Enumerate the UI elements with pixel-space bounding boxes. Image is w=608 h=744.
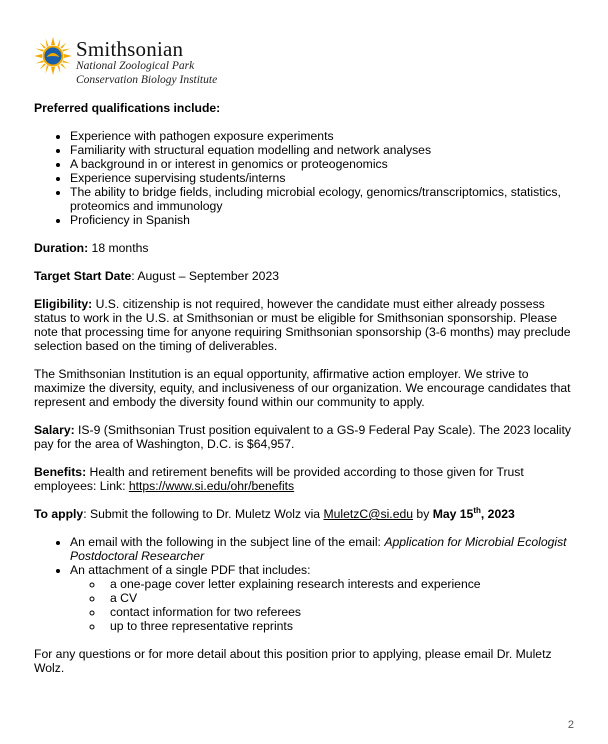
list-item: • The ability to bridge fields, including microbial ecology, genomics/transcriptomics, statistics, proteomics and immunology: [70, 185, 574, 213]
apply-label: To apply: [34, 507, 84, 521]
list-item: ◦ up to three representative reprints: [104, 619, 574, 633]
apply-by: by: [413, 507, 433, 521]
salary-text: IS-9 (Smithsonian Trust position equivalent to a GS-9 Federal Pay Scale). The 2023 locality pay for the area of Washington, D.C. is $64,957.: [34, 423, 571, 451]
apply-paragraph: [34, 507, 574, 521]
sun-emblem-icon: [33, 36, 73, 76]
list-item: • An attachment of a single PDF that includes: ◦ a one-page cover letter explaining research interests and experience ◦ a CV ◦ contact information for two referees ◦ up to three representative reprints: [70, 563, 574, 633]
duration-value: 18 months: [88, 241, 149, 255]
start-date-label: Target Start Date: [34, 269, 132, 283]
preferred-heading: Preferred qualifications include:: [34, 101, 221, 115]
equal-opportunity-paragraph: The Smithsonian Institution is an equal opportunity, affirmative action employer. We strive to maximize the diversity, equity, and inclusiveness of our organization. We encourage candidates that represent and embody the diversity found within our community to apply.: [34, 367, 571, 409]
eligibility-text: U.S. citizenship is not required, however the candidate must either already possess status to work in the U.S. at Smithsonian or must be eligible for Smithsonian sponsorship. Please note that processing time for anyone requiring Smithsonian sponsorship (3-6 months) may preclude selection based on the timing of deliverables.: [34, 297, 571, 353]
org-name: Smithsonian: [76, 37, 184, 61]
list-item: ◦ a one-page cover letter explaining research interests and experience: [104, 577, 574, 591]
page-number: 2: [567, 719, 574, 731]
start-date-paragraph: [34, 269, 574, 283]
start-date-value: : August – September 2023: [131, 269, 280, 283]
pdf-contents-list: [70, 577, 574, 633]
duration-paragraph: [34, 241, 574, 255]
list-item: • An email with the following in the subject line of the email: Application for Microbial Ecologist Postdoctoral Researcher: [70, 535, 574, 563]
list-item: • Proficiency in Spanish: [70, 213, 574, 227]
document-body: [34, 101, 574, 689]
org-subtitle-1: National Zoological Park: [76, 60, 195, 72]
list-item: • Familiarity with structural equation modelling and network analyses: [70, 143, 574, 157]
salary-paragraph: [34, 423, 574, 451]
benefits-paragraph: [34, 465, 574, 493]
list-item: • A background in or interest in genomics or proteogenomics: [70, 157, 574, 171]
preferred-list: [34, 129, 574, 227]
apply-text: : Submit the following to Dr. Muletz Wolz via: [83, 507, 324, 521]
benefits-label: Benefits:: [34, 465, 87, 479]
list-item: • Experience supervising students/interns: [70, 171, 574, 185]
eligibility-label: Eligibility:: [34, 297, 93, 311]
closing-paragraph: For any questions or for more detail about this position prior to applying, please email Dr. Muletz Wolz.: [34, 647, 552, 675]
deadline: May 15th, 2023: [432, 505, 515, 521]
duration-label: Duration:: [34, 241, 89, 255]
eligibility-paragraph: [34, 297, 574, 353]
list-item: ◦ a CV: [104, 591, 574, 605]
email-link[interactable]: MuletzC@si.edu: [323, 507, 414, 521]
salary-label: Salary:: [34, 423, 75, 437]
org-subtitle-2: Conservation Biology Institute: [76, 74, 218, 86]
smithsonian-logo: [33, 36, 293, 90]
list-item: • Experience with pathogen exposure experiments: [70, 129, 574, 143]
apply-list: [34, 535, 574, 633]
list-item: ◦ contact information for two referees: [104, 605, 574, 619]
email-subject: Application for Microbial Ecologist Postdoctoral Researcher: [70, 535, 567, 563]
benefits-link[interactable]: https://www.si.edu/ohr/benefits: [128, 479, 295, 493]
benefits-text: Health and retirement benefits will be provided according to those given for Trust employees: Link:: [34, 465, 524, 493]
